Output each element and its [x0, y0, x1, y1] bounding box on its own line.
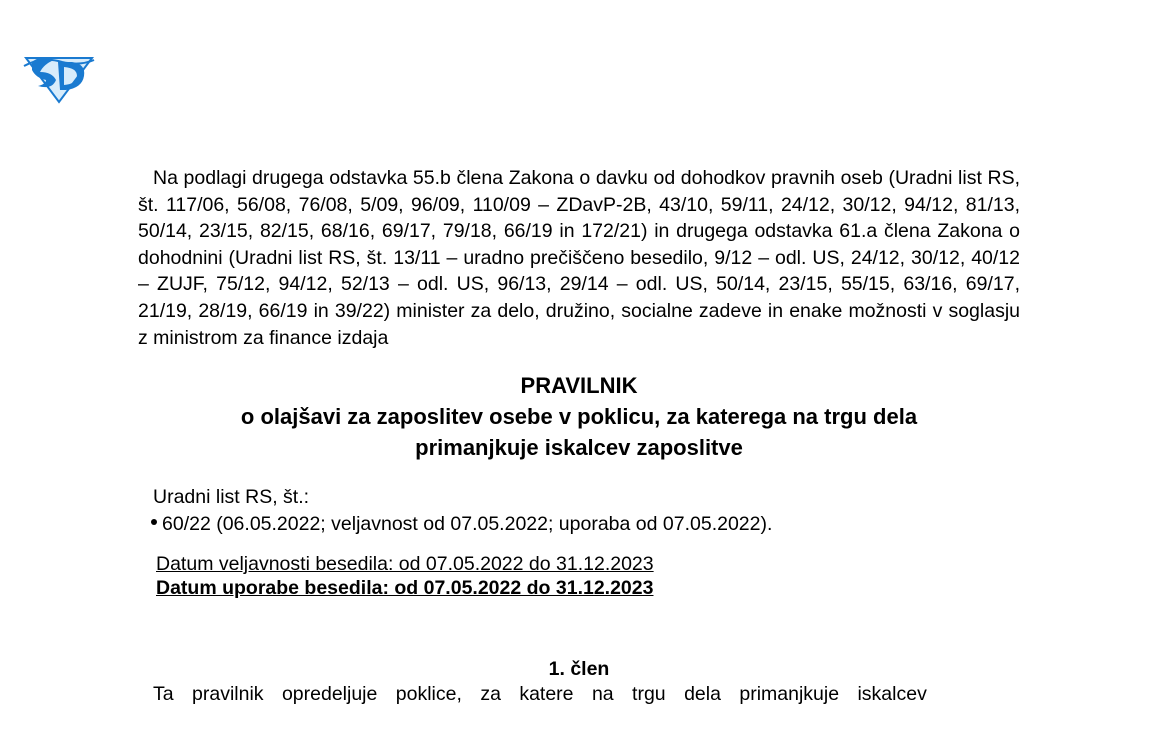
gazette-references — [138, 484, 1020, 538]
article-text: Ta pravilnik opredeljuje poklice, za katere na trgu dela primanjkuje iskalcev — [153, 683, 927, 706]
validity-date: Datum veljavnosti besedila: od 07.05.2022 do 31.12.2023 — [156, 553, 654, 576]
title-line-1: o olajšavi za zaposlitev osebe v poklicu, za katerega na trgu dela — [240, 404, 918, 430]
document-page — [138, 165, 1020, 707]
preamble-paragraph: Na podlagi drugega odstavka 55.b člena Zakona o davku od dohodkov pravnih oseb (Uradni list RS, št. 117/06, 56/08, 76/08, 5/09, 96/09, 110/09 – ZDavP-2B, 43/10, 59/11, 24/12, 30/12, 94/12, 81/13, 50/14, 23/15, 82/15, 68/16, 69/17, 79/18, 66/19 in 172/21) in drugega odstavka 61.a člena Zakona o dohodnini (Uradni list RS, št. 13/11 – uradno prečiščeno besedilo, 9/12 – odl. US, 24/12, 30/12, 40/12 – ZUJF, 75/12, 94/12, 52/13 – odl. US, 96/13, 29/14 – odl. US, 50/14, 23/15, 55/15, 63/16, 69/17, 21/19, 28/19, 66/19 in 39/22) minister za delo, družino, socialne zadeve in enake možnosti v soglasju z ministrom za finance izdaja — [138, 167, 1020, 349]
gazette-entry — [151, 511, 1020, 538]
application-date: Datum uporabe besedila: od 07.05.2022 do 31.12.2023 — [156, 577, 654, 600]
text-dates — [138, 552, 1020, 600]
title-line-2: primanjkuje iskalcev zaposlitve — [415, 435, 743, 461]
gazette-label: Uradni list RS, št.: — [153, 486, 310, 509]
bullet-icon — [151, 519, 157, 525]
gazette-entry-text: 60/22 (06.05.2022; veljavnost od 07.05.2022; uporaba od 07.05.2022). — [162, 513, 773, 536]
regulation-title — [138, 370, 1020, 463]
article-heading: 1. člen — [548, 658, 610, 681]
title-heading: PRAVILNIK — [520, 373, 638, 399]
logo-icon — [22, 50, 96, 104]
